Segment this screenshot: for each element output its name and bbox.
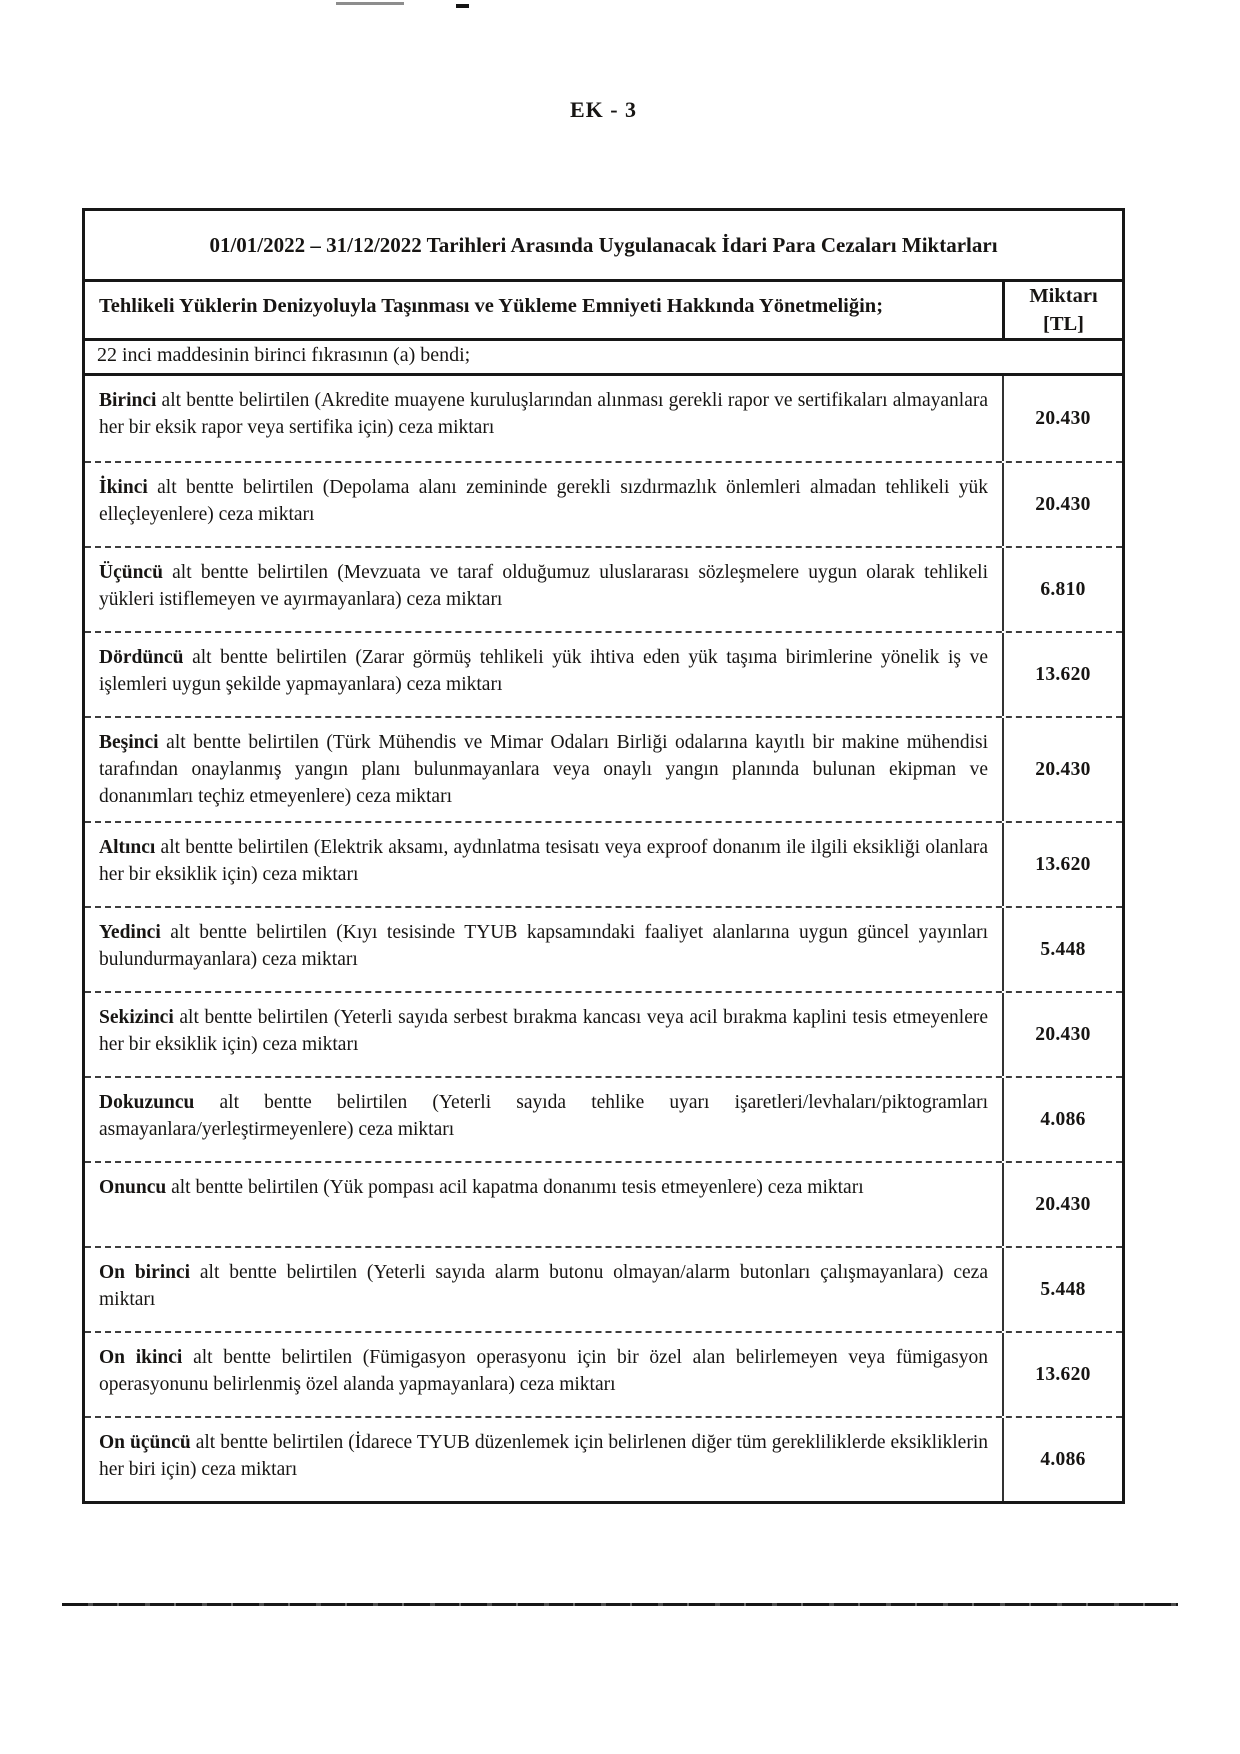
table-row [85, 1331, 1122, 1416]
table-row [85, 821, 1122, 906]
row-text: alt bentte belirtilen (Yeterli sayıda tehlike uyarı işaretleri/levhaları/piktogramları asmayanlara/yerleştirmeyenlere) ceza miktarı [99, 1092, 988, 1140]
row-description [85, 1333, 1002, 1416]
row-description [85, 1163, 1002, 1246]
row-description [85, 908, 1002, 991]
row-lead-word: Dokuzuncu [99, 1092, 195, 1113]
row-text: alt bentte belirtilen (Yük pompası acil kapatma donanımı tesis etmeyenlere) ceza miktarı [166, 1177, 864, 1198]
row-text: alt bentte belirtilen (Akredite muayene kuruluşlarından alınması gerekli rapor ve sertifikaları almayanlara her bir eksik rapor veya sertifika için) ceza miktarı [99, 390, 988, 438]
header-amount-label: Miktarı [1029, 285, 1098, 307]
row-description [85, 1078, 1002, 1161]
row-text: alt bentte belirtilen (İdarece TYUB düzenlemek için belirlenen diğer tüm gerekliliklerde eksikliklerin her biri için) ceza miktarı [99, 1432, 988, 1480]
header-amount-column [1002, 282, 1122, 338]
header-regulation-name: Tehlikeli Yüklerin Denizyoluyla Taşınması ve Yükleme Emniyeti Hakkında Yönetmeliğin; [99, 295, 884, 317]
row-lead-word: Beşinci [99, 732, 159, 753]
row-description [85, 1418, 1002, 1501]
row-description [85, 376, 1002, 461]
row-amount: 20.430 [1002, 463, 1122, 546]
row-amount: 20.430 [1002, 376, 1122, 461]
row-amount: 13.620 [1002, 633, 1122, 716]
row-amount: 6.810 [1002, 548, 1122, 631]
row-description [85, 718, 1002, 821]
row-lead-word: Altıncı [99, 837, 156, 858]
row-lead-word: İkinci [99, 477, 148, 498]
section-clause-row: 22 inci maddesinin birinci fıkrasının (a) bendi; [85, 341, 1122, 376]
scan-artifact-line-black [456, 4, 469, 8]
table-row [85, 546, 1122, 631]
row-lead-word: Birinci [99, 390, 157, 411]
table-row [85, 991, 1122, 1076]
row-amount: 5.448 [1002, 908, 1122, 991]
row-description [85, 548, 1002, 631]
row-text: alt bentte belirtilen (Mevzuata ve taraf olduğumuz uluslararası sözleşmelere uygun olarak tehlikeli yükleri istiflemeyen ve ayırmayanlara) ceza miktarı [99, 562, 988, 610]
table-title: 01/01/2022 – 31/12/2022 Tarihleri Arasında Uygulanacak İdari Para Cezaları Miktarları [85, 211, 1122, 282]
row-text: alt bentte belirtilen (Elektrik aksamı, aydınlatma tesisatı veya exproof donanım ile ilgili eksikliği olanlara her bir eksiklik için) ceza miktarı [99, 837, 988, 885]
row-amount: 13.620 [1002, 823, 1122, 906]
row-description [85, 823, 1002, 906]
row-lead-word: On birinci [99, 1262, 191, 1283]
table-row [85, 631, 1122, 716]
row-lead-word: Onuncu [99, 1177, 167, 1198]
row-text: alt bentte belirtilen (Yeterli sayıda alarm butonu olmayan/alarm butonları çalışmayanlara) ceza miktarı [99, 1262, 988, 1310]
row-lead-word: Dördüncü [99, 647, 184, 668]
row-description [85, 463, 1002, 546]
table-header-row [85, 282, 1122, 341]
row-amount: 5.448 [1002, 1248, 1122, 1331]
row-text: alt bentte belirtilen (Depolama alanı zemininde gerekli sızdırmazlık önlemleri almadan tehlikeli yük elleçleyenlere) ceza miktarı [99, 477, 988, 525]
table-row [85, 716, 1122, 821]
scan-artifact-line-gray [336, 2, 404, 5]
row-lead-word: Üçüncü [99, 562, 163, 583]
row-amount: 4.086 [1002, 1418, 1122, 1501]
row-text: alt bentte belirtilen (Yeterli sayıda serbest bırakma kancası veya acil bırakma kaplini tesis etmeyenlere her bir eksiklik için) ceza miktarı [99, 1007, 988, 1055]
row-text: alt bentte belirtilen (Kıyı tesisinde TYUB kapsamındaki faaliyet alanlarına uygun güncel yayınları bulundurmayanlara) ceza miktarı [99, 922, 988, 970]
row-description [85, 993, 1002, 1076]
row-lead-word: Sekizinci [99, 1007, 174, 1028]
row-text: alt bentte belirtilen (Zarar görmüş tehlikeli yük ihtiva eden yük taşıma birimlerine yönelik iş ve işlemleri uygun şekilde yapmayanlara) ceza miktarı [99, 647, 988, 695]
scan-artifact-bottom-rule [62, 1603, 1178, 1606]
table-row [85, 376, 1122, 461]
table-row [85, 1246, 1122, 1331]
row-lead-word: On ikinci [99, 1347, 183, 1368]
row-lead-word: On üçüncü [99, 1432, 191, 1453]
row-amount: 20.430 [1002, 718, 1122, 821]
row-text: alt bentte belirtilen (Türk Mühendis ve Mimar Odaları Birliği odalarına kayıtlı bir makine mühendisi tarafından onaylanmış yangın planı bulunmayanlara veya onaylı yangın planında bulunan ekipman ve donanımları teçhiz etmeyenlere) ceza miktarı [99, 732, 988, 807]
table-row [85, 1076, 1122, 1161]
attachment-label: EK - 3 [569, 97, 638, 122]
row-lead-word: Yedinci [99, 922, 161, 943]
table-row [85, 461, 1122, 546]
penalty-amounts-table [82, 208, 1125, 1504]
row-amount: 20.430 [1002, 993, 1122, 1076]
table-row [85, 906, 1122, 991]
row-amount: 4.086 [1002, 1078, 1122, 1161]
row-description [85, 1248, 1002, 1331]
row-amount: 20.430 [1002, 1163, 1122, 1246]
header-amount-unit: [TL] [1043, 313, 1084, 335]
row-text: alt bentte belirtilen (Fümigasyon operasyonu için bir özel alan belirlemeyen veya fümigasyon operasyonunu belirlenmiş özel alanda yapmayanlara) ceza miktarı [99, 1347, 988, 1395]
row-amount: 13.620 [1002, 1333, 1122, 1416]
table-row [85, 1416, 1122, 1501]
table-row [85, 1161, 1122, 1246]
row-description [85, 633, 1002, 716]
